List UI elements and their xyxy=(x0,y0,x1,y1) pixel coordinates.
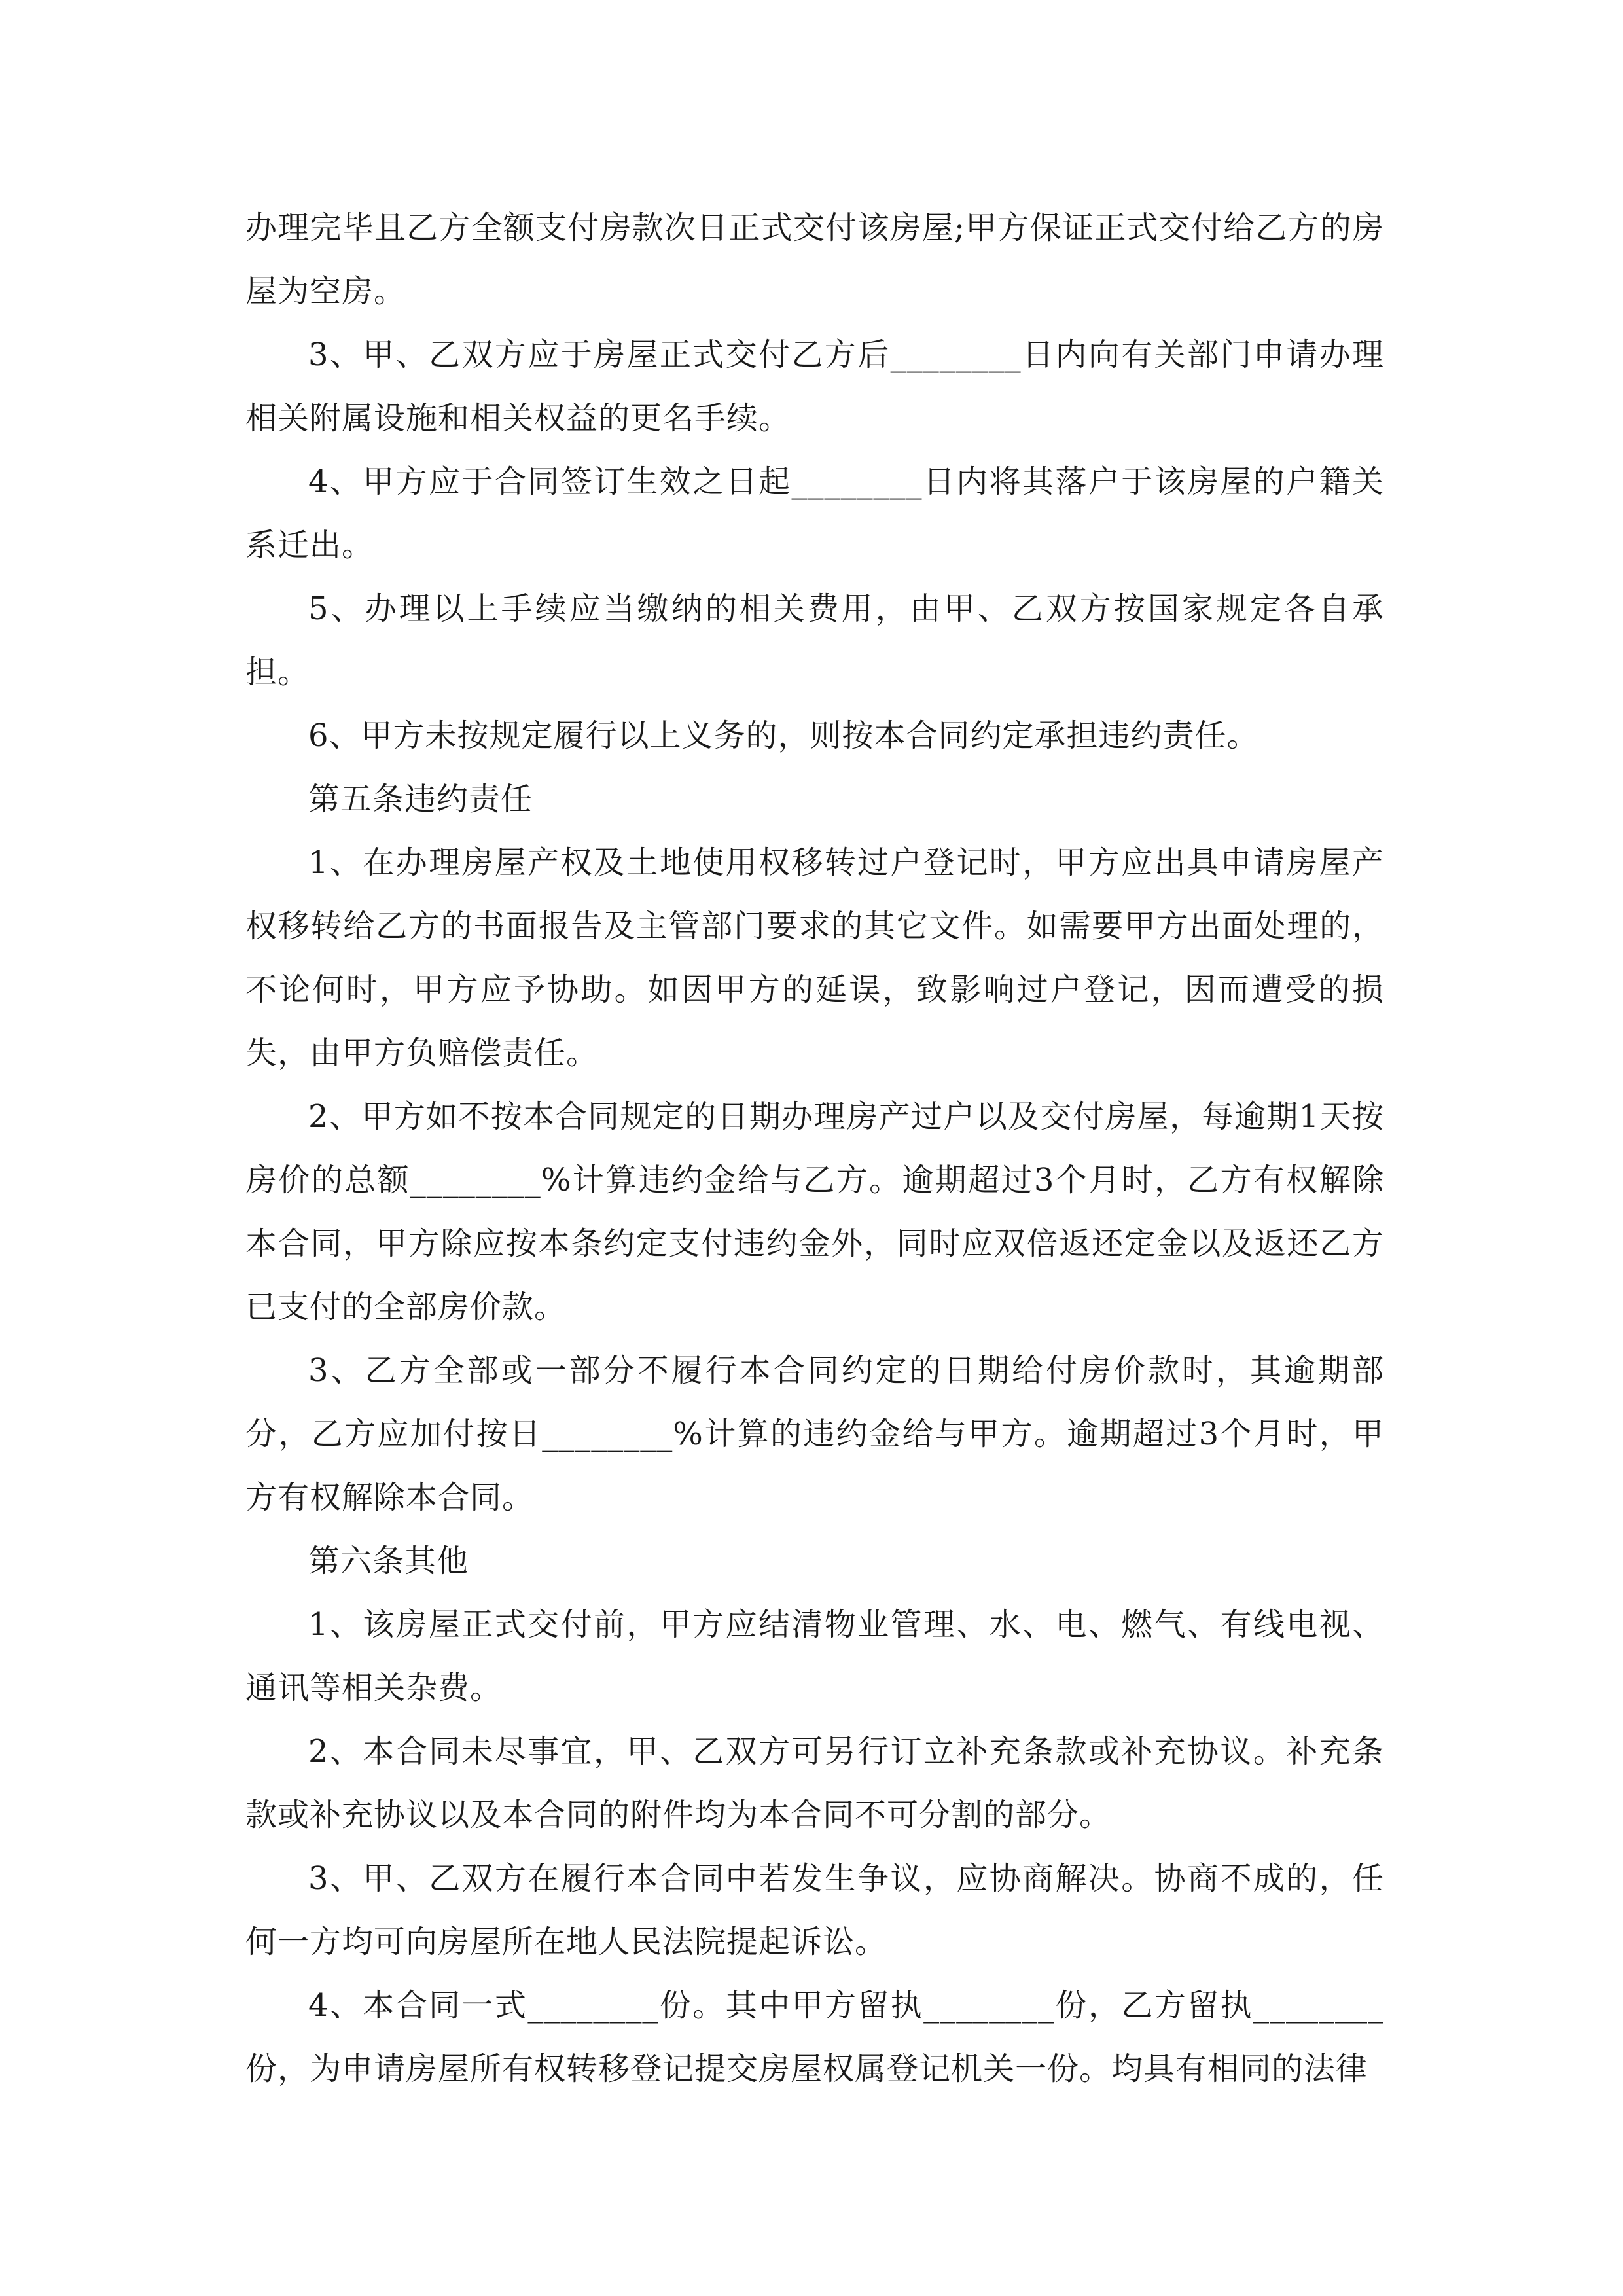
paragraph-article5-item2: 2、甲方如不按本合同规定的日期办理房产过户以及交付房屋，每逾期1天按房价的总额________%计算违约金给与乙方。逾期超过3个月时，乙方有权解除本合同，甲方除应按本条约定支付违约金外，同时应双倍返还定金以及返还乙方已支付的全部房价款。 xyxy=(245,1098,1384,1325)
paragraph-article6-item2: 2、本合同未尽事宜，甲、乙双方可另行订立补充条款或补充协议。补充条款或补充协议以及本合同的附件均为本合同不可分割的部分。 xyxy=(245,1733,1384,1833)
document-body xyxy=(245,196,1384,2101)
paragraph-article4-item6: 6、甲方未按规定履行以上义务的，则按本合同约定承担违约责任。 xyxy=(308,717,1259,754)
paragraph-article6-item4: 4、本合同一式________份。其中甲方留执________份，乙方留执________份，为申请房屋所有权转移登记提交房屋权属登记机关一份。均具有相同的法律 xyxy=(245,1987,1384,2087)
paragraph-article4-item3: 3、甲、乙双方应于房屋正式交付乙方后________日内向有关部门申请办理相关附属设施和相关权益的更名手续。 xyxy=(245,336,1384,437)
paragraph-article5-item3: 3、乙方全部或一部分不履行本合同约定的日期给付房价款时，其逾期部分，乙方应加付按日________%计算的违约金给与甲方。逾期超过3个月时，甲方有权解除本合同。 xyxy=(245,1352,1384,1516)
article6-heading: 第六条其他 xyxy=(308,1543,469,1579)
paragraph-article6-item1: 1、该房屋正式交付前，甲方应结清物业管理、水、电、燃气、有线电视、通讯等相关杂费。 xyxy=(245,1606,1384,1706)
article5-heading: 第五条违约责任 xyxy=(308,781,533,817)
paragraph-article4-item4: 4、甲方应于合同签订生效之日起________日内将其落户于该房屋的户籍关系迁出。 xyxy=(245,463,1384,564)
paragraph-article4-item5: 5、办理以上手续应当缴纳的相关费用，由甲、乙双方按国家规定各自承担。 xyxy=(245,590,1384,691)
paragraph-article5-item1: 1、在办理房屋产权及土地使用权移转过户登记时，甲方应出具申请房屋产权移转给乙方的书面报告及主管部门要求的其它文件。如需要甲方出面处理的，不论何时，甲方应予协助。如因甲方的延误，致影响过户登记，因而遭受的损失，由甲方负赔偿责任。 xyxy=(245,844,1384,1071)
paragraph-article6-item3: 3、甲、乙双方在履行本合同中若发生争议，应协商解决。协商不成的，任何一方均可向房屋所在地人民法院提起诉讼。 xyxy=(245,1860,1384,1960)
paragraph-continuation: 办理完毕且乙方全额支付房款次日正式交付该房屋;甲方保证正式交付给乙方的房屋为空房。 xyxy=(245,209,1384,310)
